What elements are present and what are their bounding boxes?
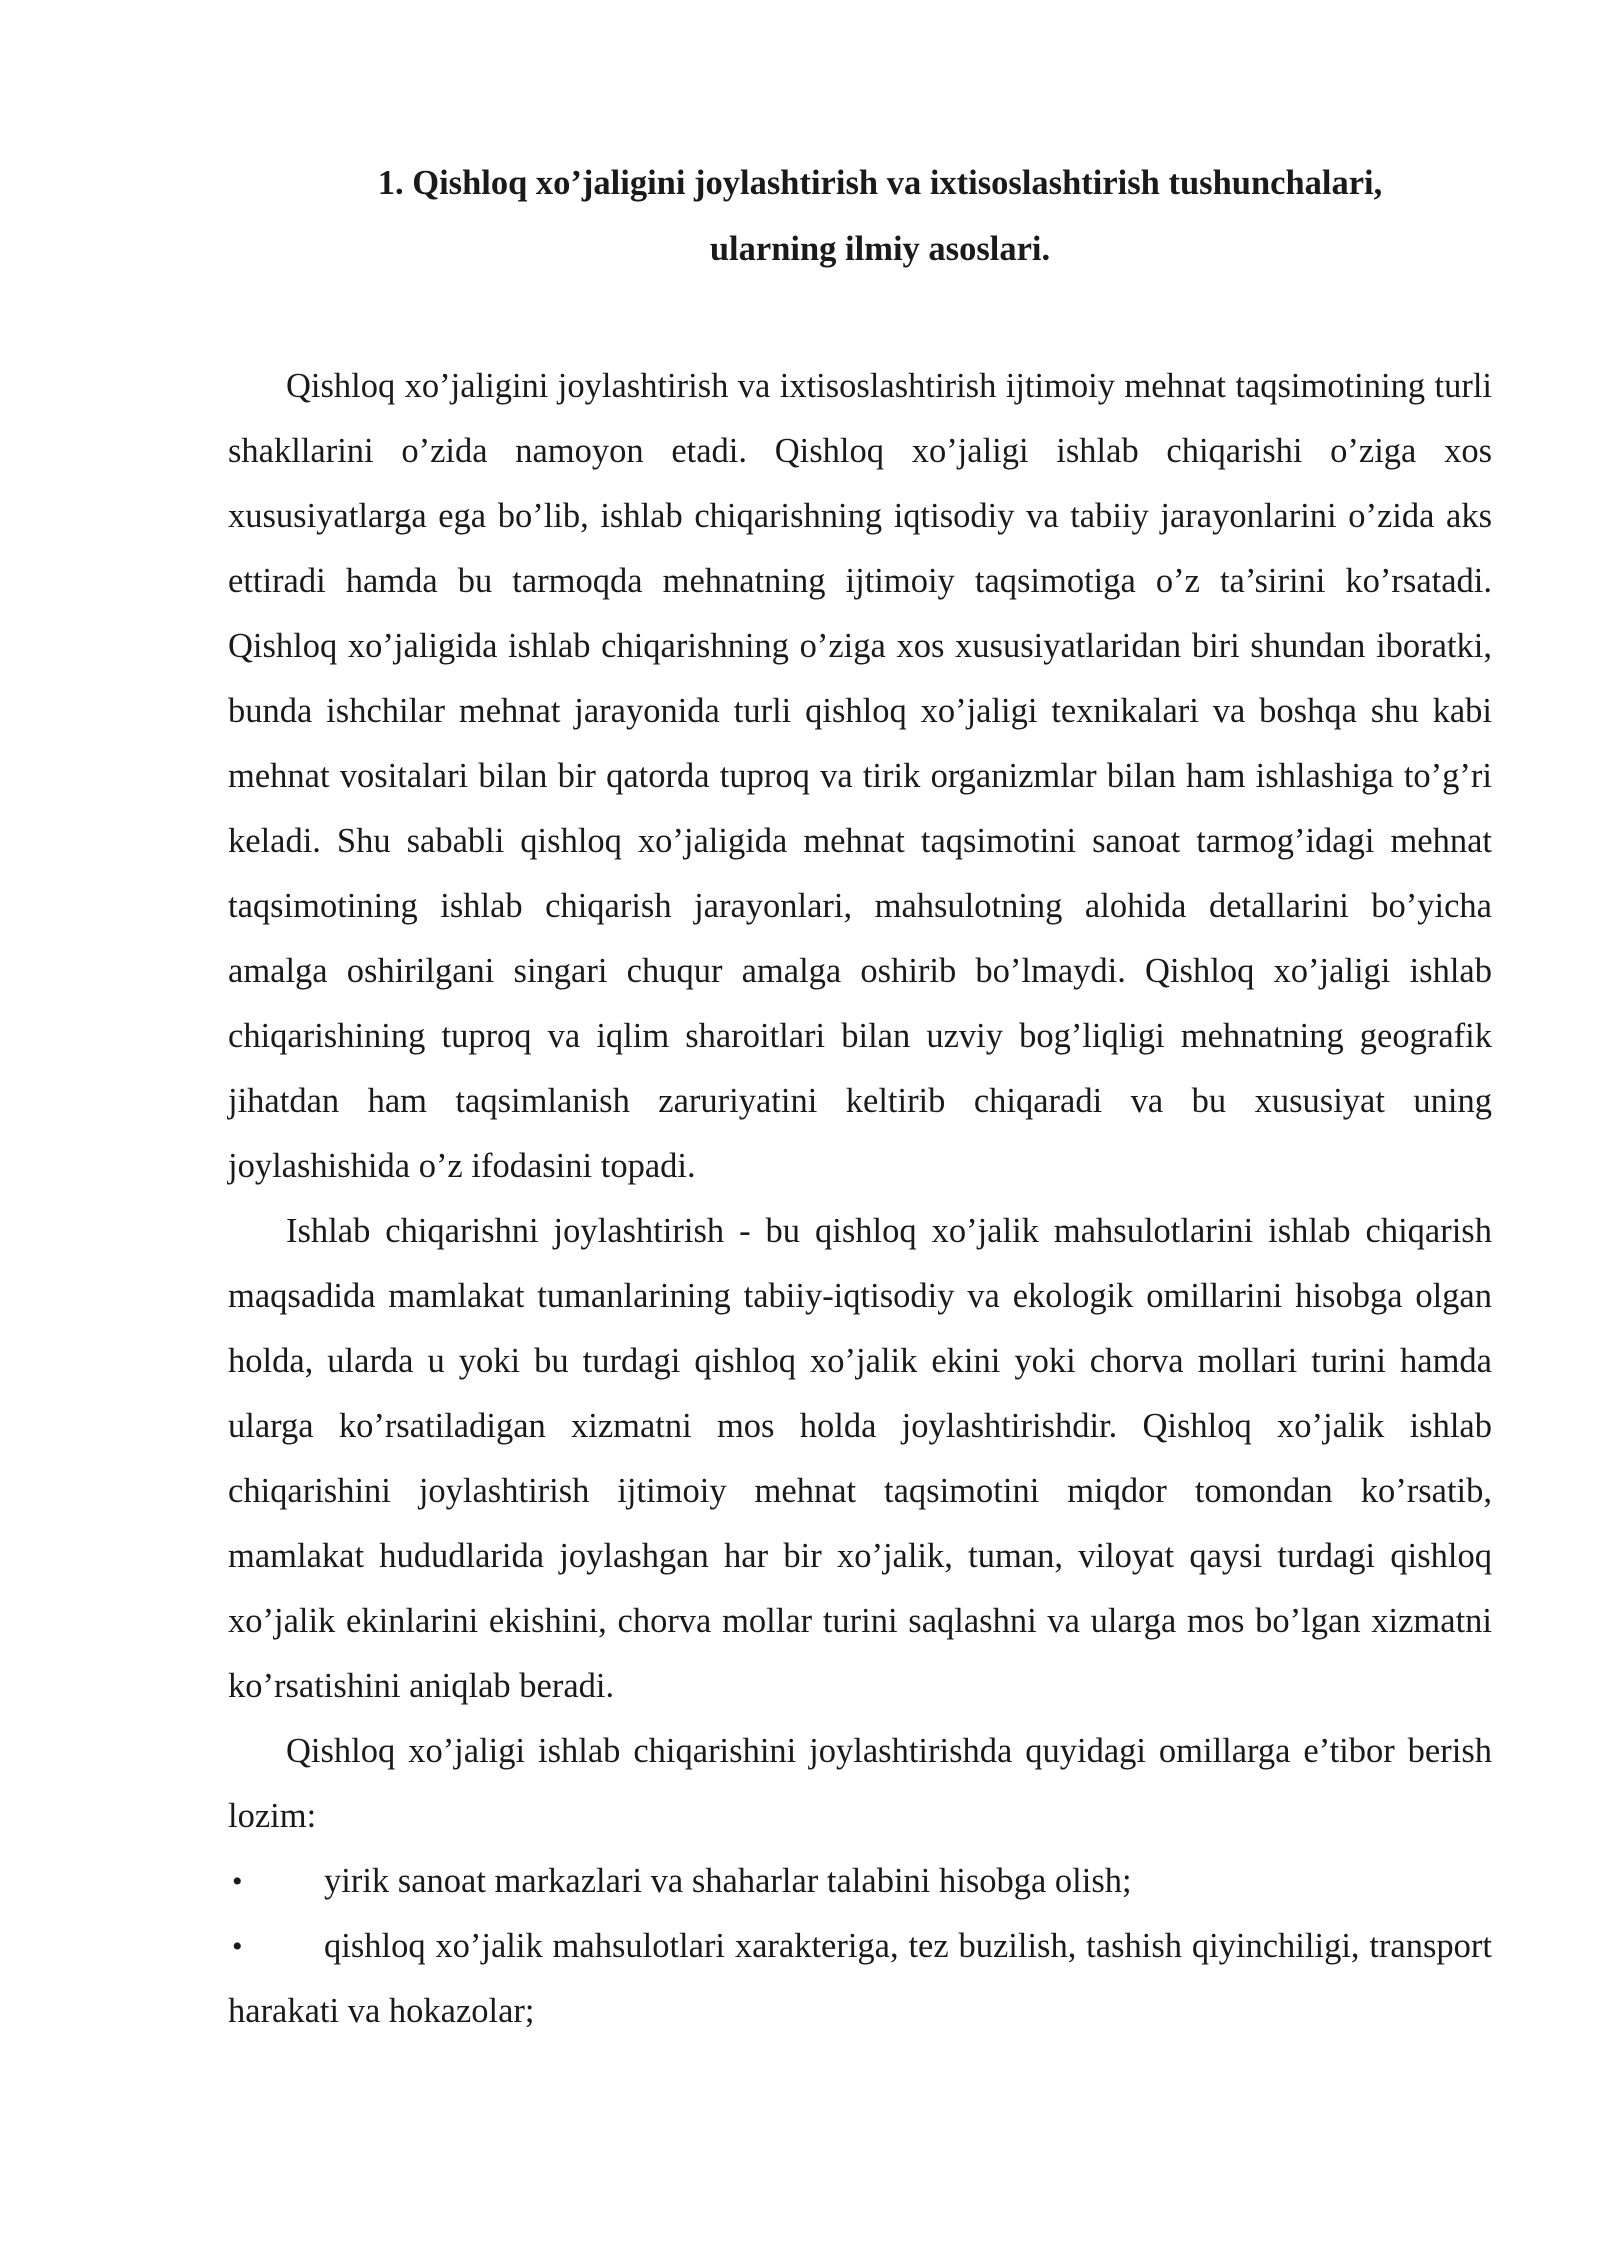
document-page	[228, 150, 1492, 2044]
paragraph-1: Qishloq xo’jaligini joylashtirish va ixtisoslashtirish ijtimoiy mehnat taqsimotining turli shakllarini o’zida namoyon etadi. Qishloq xo’jaligi ishlab chiqarishi o’ziga xos xususiyatlarga ega bo’lib, ishlab chiqarishning iqtisodiy va tabiiy jarayonlarini o’zida aks ettiradi hamda bu tarmoqda mehnatning ijtimoiy taqsimotiga o’z ta’sirini ko’rsatadi. Qishloq xo’jaligida ishlab chiqarishning o’ziga xos xususiyatlaridan biri shundan iboratki, bunda ishchilar mehnat jarayonida turli qishloq xo’jaligi texnikalari va boshqa shu kabi mehnat vositalari bilan bir qatorda tuproq va tirik organizmlar bilan ham ishlashiga to’g’ri keladi. Shu sababli qishloq xo’jaligida mehnat taqsimotini sanoat tarmog’idagi mehnat taqsimotining ishlab chiqarish jarayonlari, mahsulotning alohida detallarini bo’yicha amalga oshirilgani singari chuqur amalga oshirib bo’lmaydi. Qishloq xo’jaligi ishlab chiqarishining tuproq va iqlim sharoitlari bilan uzviy bog’liqligi mehnatning geografik jihatdan ham taqsimlanish zaruriyatini keltirib chiqaradi va bu xususiyat uning joylashishida o’z ifodasini topadi.	[228, 367, 1492, 1185]
title-line-1: 1. Qishloq xo’jaligini joylashtirish va ixtisoslashtirish tushunchalari,	[377, 164, 1383, 202]
paragraph-3: Qishloq xo’jaligi ishlab chiqarishini joylashtirishda quyidagi omillarga e’tibor berish lozim:	[228, 1732, 1492, 1835]
list-item	[228, 1849, 1492, 1914]
list-item-text: qishloq xo’jalik mahsulotlari xarakteriga, tez buzilish, tashish qiyinchiligi, transport harakati va hokazolar;	[228, 1927, 1492, 2030]
factor-list	[228, 1849, 1492, 2044]
list-item-text: yirik sanoat markazlari va shaharlar talabini hisobga olish;	[324, 1862, 1132, 1900]
list-item	[228, 1914, 1492, 2044]
paragraph-2: Ishlab chiqarishni joylashtirish - bu qishloq xo’jalik mahsulotlarini ishlab chiqarish maqsadida mamlakat tumanlarining tabiiy-iqtisodiy va ekologik omillarini hisobga olgan holda, ularda u yoki bu turdagi qishloq xo’jalik ekini yoki chorva mollari turini hamda ularga ko’rsatiladigan xizmatni mos holda joylashtirishdir. Qishloq xo’jalik ishlab chiqarishini joylashtirish ijtimoiy mehnat taqsimotini miqdor tomondan ko’rsatib, mamlakat hududlarida joylashgan har bir xo’jalik, tuman, viloyat qaysi turdagi qishloq xo’jalik ekinlarini ekishini, chorva mollar turini saqlashni va ularga mos bo’lgan xizmatni ko’rsatishini aniqlab beradi.	[228, 1212, 1492, 1705]
title-line-2: ularning ilmiy asoslari.	[709, 230, 1051, 268]
bullet-icon: •	[232, 1930, 243, 1963]
bullet-icon: •	[232, 1865, 243, 1898]
document-title	[228, 150, 1492, 282]
